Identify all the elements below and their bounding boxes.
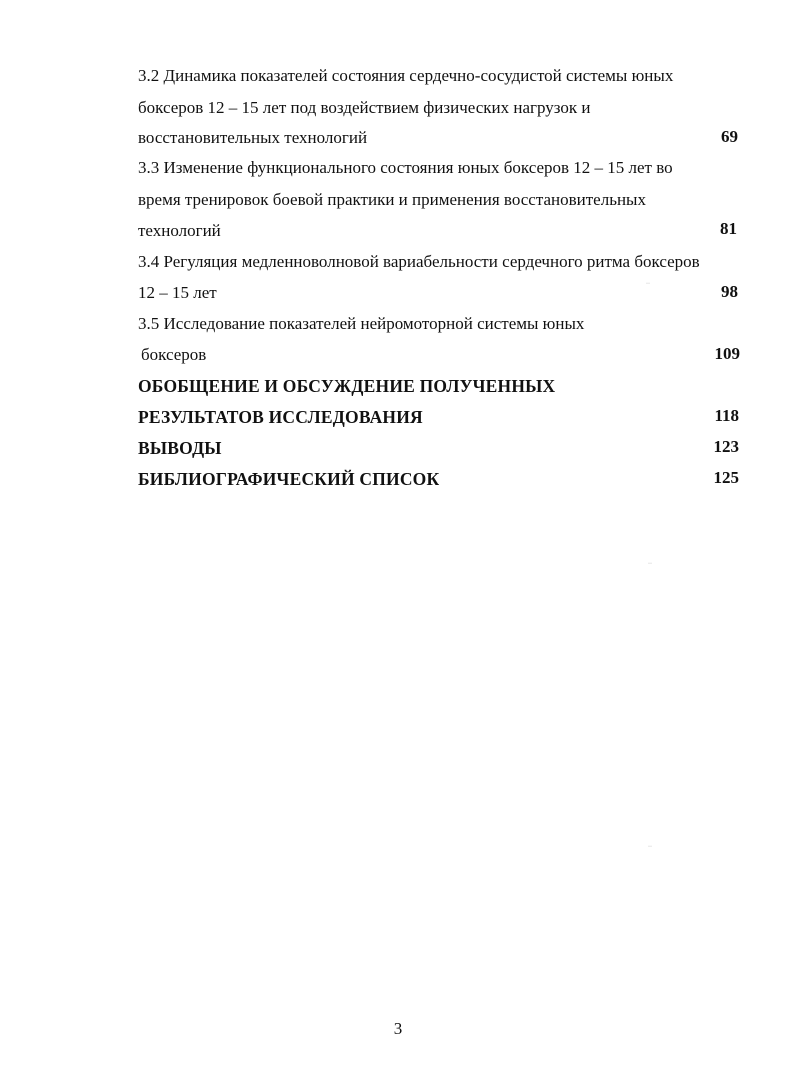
toc-conclusions-page: 123 <box>713 437 739 456</box>
toc-3-4-page: 98 <box>721 282 738 301</box>
toc-3-2-line-2: боксеров 12 – 15 лет под воздействием физических нагрузок и <box>138 98 591 117</box>
toc-summary-line-2: РЕЗУЛЬТАТОВ ИССЛЕДОВАНИЯ <box>138 407 423 427</box>
toc-3-5-line-1: 3.5 Исследование показателей нейромоторной системы юных <box>138 314 585 333</box>
toc-3-2-line-1: 3.2 Динамика показателей состояния сердечно-сосудистой системы юных <box>138 66 674 85</box>
toc-3-3-page: 81 <box>720 219 737 238</box>
toc-3-2-line-3: восстановительных технологий <box>138 128 368 147</box>
toc-bibliography-page: 125 <box>713 468 739 487</box>
scan-speck: ·· <box>646 281 650 287</box>
toc-3-3-line-2: время тренировок боевой практики и применения восстановительных <box>138 190 646 209</box>
toc-summary-page: 118 <box>714 406 739 425</box>
toc-bibliography: БИБЛИОГРАФИЧЕСКИЙ СПИСОК <box>138 469 440 489</box>
scan-speck: ·· <box>648 844 652 850</box>
toc-3-4-line-2: 12 – 15 лет <box>138 283 217 302</box>
toc-3-5-line-2: боксеров <box>141 345 207 364</box>
toc-conclusions: ВЫВОДЫ <box>138 438 222 458</box>
toc-3-5-page: 109 <box>714 344 740 363</box>
toc-3-3-line-3: технологий <box>138 221 221 240</box>
toc-3-3-line-1: 3.3 Изменение функционального состояния юных боксеров 12 – 15 лет во <box>138 158 673 177</box>
toc-3-2-page: 69 <box>721 127 738 146</box>
scan-speck: ·· <box>648 561 652 567</box>
toc-summary-line-1: ОБОБЩЕНИЕ И ОБСУЖДЕНИЕ ПОЛУЧЕННЫХ <box>138 376 556 396</box>
toc-3-4-line-1: 3.4 Регуляция медленноволновой вариабельности сердечного ритма боксеров <box>138 252 700 271</box>
page-number: 3 <box>393 1019 403 1038</box>
